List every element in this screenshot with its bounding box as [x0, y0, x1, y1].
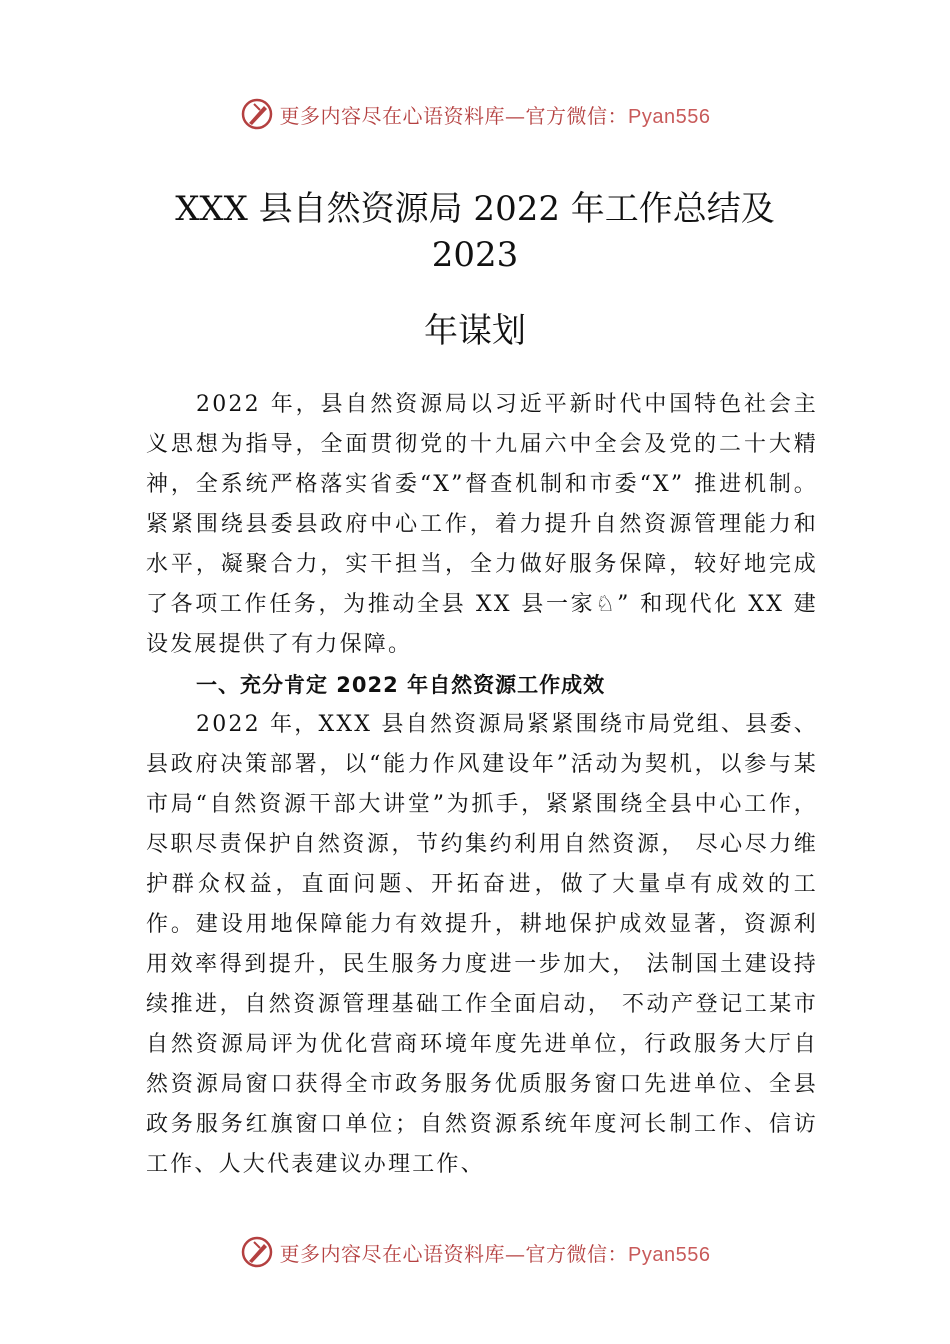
document-title	[0, 186, 950, 354]
title-line-1: XXX 县自然资源局 2022 年工作总结及	[175, 189, 775, 229]
title-line-3: 年谋划	[424, 311, 526, 351]
section-heading-1: 一、充分肯定 2022 年自然资源工作成效	[196, 673, 606, 697]
quill-seal-icon	[240, 1235, 274, 1269]
quill-seal-icon	[240, 97, 274, 131]
paragraph-intro: 2022 年，县自然资源局以习近平新时代中国特色社会主义思想为指导，全面贯彻党的十九届六中全会及党的二十大精神，全系统严格落实省委“X”督查机制和市委“X” 推进机制。紧紧围绕县委县政府中心工作，着力提升自然资源管理能力和水平，凝聚合力，实干担当，全力做好服务保障，较好地完成了各项工作任务，为推动全县 XX 县一家♘” 和现代化 XX 建设发展提供了有力保障。	[146, 392, 818, 657]
paragraph-achievements: 2022 年，XXX 县自然资源局紧紧围绕市局党组、县委、县政府决策部署，以“能力作风建设年”活动为契机，以参与某市局“自然资源干部大讲堂”为抓手，紧紧围绕全县中心工作，尽职尽责保护自然资源，节约集约利用自然资源， 尽心尽力维护群众权益，直面问题、开拓奋进，做了大量卓有成效的工作。建设用地保障能力有效提升，耕地保护成效显著，资源利用效率得到提升，民生服务力度进一步加大， 法制国土建设持续推进，自然资源管理基础工作全面启动， 不动产登记工某市自然资源局评为优化营商环境年度先进单位，行政服务大厅自然资源局窗口获得全市政务服务优质服务窗口先进单位、全县政务服务红旗窗口单位；自然资源系统年度河长制工作、信访工作、人大代表建议办理工作、	[146, 712, 818, 1177]
banner-text: 更多内容尽在心语资料库—官方微信：Pyan556	[279, 103, 711, 128]
header-banner	[0, 94, 950, 134]
document-body	[146, 385, 818, 1185]
title-line-2: 2023	[431, 235, 519, 275]
banner-text: 更多内容尽在心语资料库—官方微信：Pyan556	[279, 1241, 711, 1266]
footer-banner	[0, 1232, 950, 1272]
